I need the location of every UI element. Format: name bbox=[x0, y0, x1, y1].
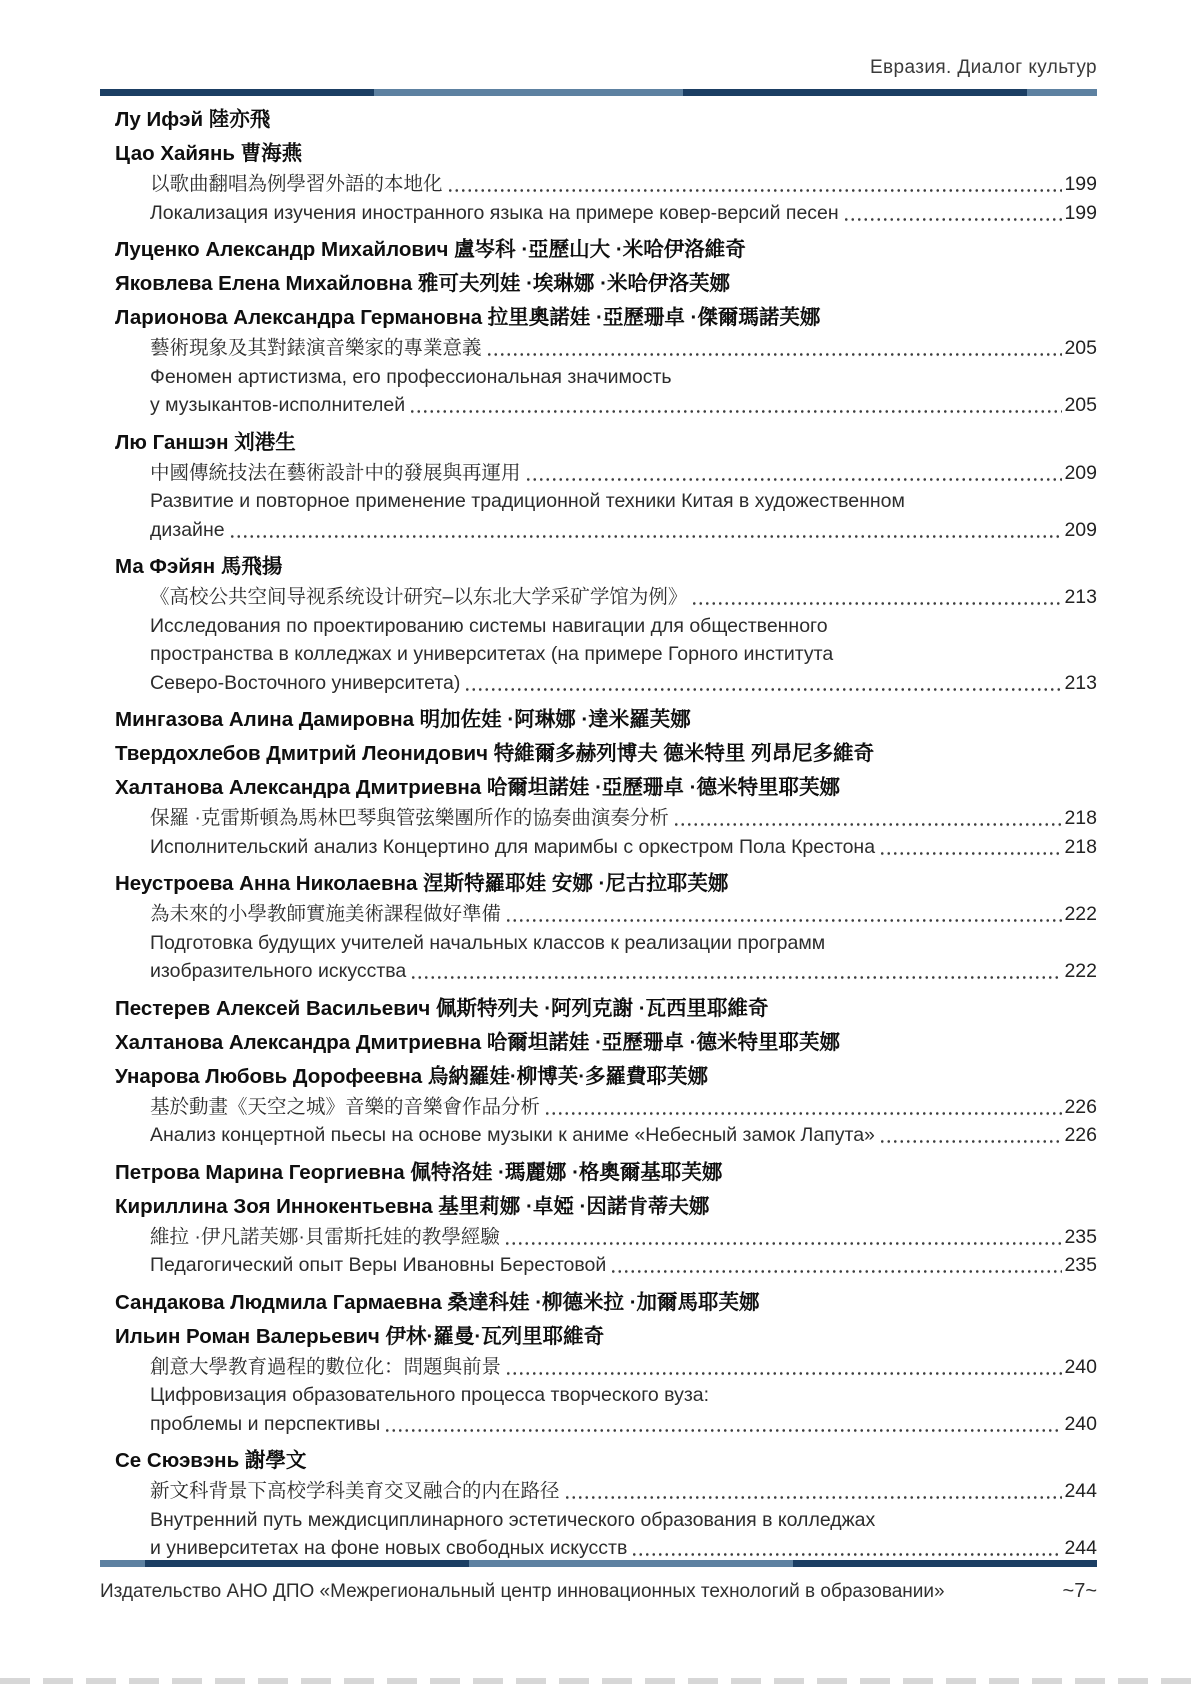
leader-dots bbox=[691, 583, 1062, 612]
toc-entry-line bbox=[150, 1223, 1097, 1252]
toc-entry-title: изобразительного искусства bbox=[150, 960, 407, 982]
author-name: Цао Хайянь 曹海燕 bbox=[115, 142, 303, 165]
leader-dots bbox=[610, 1251, 1062, 1280]
toc-entry-title: 《高校公共空间导视系统设计研究–以东北大学采矿学馆为例》 bbox=[150, 586, 688, 608]
scan-artifact-dashes bbox=[0, 1678, 1191, 1684]
page-number: 222 bbox=[1064, 903, 1097, 925]
author-name: Лу Ифэй 陸亦飛 bbox=[115, 108, 271, 131]
toc-entry-title: Феномен артистизма, его профессиональная значимость bbox=[150, 365, 672, 388]
toc-entry-line bbox=[150, 640, 1097, 669]
page-number: 235 bbox=[1064, 1225, 1097, 1248]
folio-page-number: ~7~ bbox=[1062, 1580, 1097, 1602]
toc-entry-line bbox=[150, 804, 1097, 833]
toc-entry bbox=[150, 1353, 1097, 1439]
leader-dots bbox=[564, 1477, 1063, 1506]
header-rule bbox=[100, 89, 1097, 96]
toc-entry-title: и университетах на фоне новых свободных искусств bbox=[150, 1537, 628, 1559]
toc-entry-line bbox=[150, 1381, 1097, 1410]
publisher-text: Издательство АНО ДПО «Межрегиональный центр инновационных технологий в образовании» bbox=[100, 1581, 945, 1602]
toc-entry-line bbox=[150, 363, 1097, 392]
toc-entry-title: 創意大學教育過程的數位化：問題與前景 bbox=[150, 1355, 502, 1378]
toc-entry-line bbox=[150, 1121, 1097, 1150]
toc-entry-title: 維拉 ·伊凡諾芙娜·貝雷斯托娃的教學經驗 bbox=[150, 1225, 500, 1248]
toc-entry-title: проблемы и перспективы bbox=[150, 1412, 381, 1435]
header-rule-segment-light bbox=[1027, 89, 1097, 96]
page-number: 226 bbox=[1064, 1095, 1097, 1118]
page-number: 226 bbox=[1064, 1124, 1097, 1146]
toc-entry-line bbox=[150, 170, 1097, 199]
toc-entry bbox=[150, 900, 1097, 986]
toc-entry-line bbox=[150, 1534, 1097, 1563]
toc-list bbox=[100, 108, 1097, 1563]
toc-entry-line bbox=[150, 612, 1097, 641]
toc-entry-title: у музыкантов-исполнителей bbox=[150, 394, 406, 416]
toc-entry bbox=[150, 1093, 1097, 1150]
leader-dots bbox=[409, 391, 1062, 420]
toc-entry-line bbox=[150, 957, 1097, 986]
page-number: 209 bbox=[1064, 461, 1097, 484]
footer-rule-segment-dark bbox=[145, 1560, 469, 1567]
toc-entry-line bbox=[150, 334, 1097, 363]
footer-rule bbox=[100, 1560, 1097, 1567]
footer-rule-segment-dark bbox=[793, 1560, 1097, 1567]
toc-entry-title: Анализ концертной пьесы на основе музыки к аниме «Небесный замок Лапута» bbox=[150, 1124, 875, 1146]
toc-entry bbox=[150, 334, 1097, 420]
leader-dots bbox=[486, 334, 1063, 363]
leader-dots bbox=[879, 1121, 1063, 1150]
toc-entry bbox=[150, 1223, 1097, 1280]
page-footer bbox=[100, 1560, 1097, 1603]
toc-entry-line bbox=[150, 1093, 1097, 1122]
toc-entry-title: 藝術現象及其對錶演音樂家的專業意義 bbox=[150, 337, 482, 359]
toc-entry-title: 中國傳統技法在藝術設計中的發展與再運用 bbox=[150, 461, 521, 484]
footer-rule-segment-light bbox=[469, 1560, 793, 1567]
page-number: 218 bbox=[1064, 835, 1097, 858]
page-number: 205 bbox=[1064, 337, 1097, 359]
author-name: Халтанова Александра Дмитриевна 哈爾坦諾娃 ·亞歷珊卓 ·德米特里耶芙娜 bbox=[115, 776, 840, 799]
toc-entry-title: Подготовка будущих учителей начальных классов к реализации программ bbox=[150, 931, 826, 954]
header-rule-segment-dark bbox=[100, 89, 374, 96]
author-name: Луценко Александр Михайлович 盧岑科 ·亞歷山大 ·米哈伊洛維奇 bbox=[115, 238, 746, 261]
page-number: 199 bbox=[1064, 201, 1097, 224]
page-number: 205 bbox=[1064, 394, 1097, 416]
author-name: Твердохлебов Дмитрий Леонидович 特維爾多赫列博夫 德米特里 列昂尼多維奇 bbox=[115, 742, 875, 765]
toc-entry-title: Исследования по проектированию системы навигации для общественного bbox=[150, 614, 828, 637]
author-name: Се Сюэвэнь 謝學文 bbox=[115, 1449, 307, 1472]
page-number: 240 bbox=[1064, 1412, 1097, 1435]
author-name: Ильин Роман Валерьевич 伊林·羅曼·瓦列里耶維奇 bbox=[115, 1324, 605, 1348]
author-name: Кириллина Зоя Иннокентьевна 基里莉娜 ·卓婭 ·因諾肯蒂夫娜 bbox=[115, 1194, 710, 1218]
footer-rule-segment-light bbox=[100, 1560, 145, 1567]
page-number: 213 bbox=[1064, 671, 1097, 694]
toc-entry-title: Исполнительский анализ Концертино для маримбы с оркестром Пола Крестона bbox=[150, 835, 876, 858]
page-number: 213 bbox=[1064, 586, 1097, 608]
author-name: Сандакова Людмила Гармаевна 桑達科娃 ·柳德米拉 ·加爾馬耶芙娜 bbox=[115, 1290, 760, 1314]
leader-dots bbox=[447, 170, 1063, 199]
leader-dots bbox=[673, 804, 1063, 833]
author-name: Унарова Любовь Дорофеевна 烏納羅娃·柳博芙·多羅費耶芙娜 bbox=[115, 1064, 709, 1088]
leader-dots bbox=[505, 900, 1062, 929]
toc-entry bbox=[150, 804, 1097, 861]
toc-entry-title: Северо-Восточного университета) bbox=[150, 671, 461, 694]
page-number: 218 bbox=[1064, 807, 1097, 829]
toc-entry-line bbox=[150, 391, 1097, 420]
page-number: 240 bbox=[1064, 1355, 1097, 1378]
toc-entry-title: Внутренний путь междисциплинарного эстетического образования в колледжах bbox=[150, 1508, 876, 1531]
leader-dots bbox=[504, 1223, 1063, 1252]
toc-entry-title: Педагогический опыт Веры Ивановны Берестовой bbox=[150, 1254, 607, 1276]
leader-dots bbox=[384, 1410, 1062, 1439]
toc-entry-line bbox=[150, 1477, 1097, 1506]
header-rule-segment-dark bbox=[683, 89, 1027, 96]
leader-dots bbox=[544, 1093, 1062, 1122]
toc-entry-title: 以歌曲翻唱為例學習外語的本地化 bbox=[150, 173, 443, 195]
author-name: Лю Ганшэн 刘港生 bbox=[115, 430, 296, 454]
toc-entry-line bbox=[150, 583, 1097, 612]
toc-entry bbox=[150, 459, 1097, 545]
journal-title: Евразия. Диалог культур bbox=[869, 57, 1097, 78]
footer-row bbox=[100, 1580, 1097, 1603]
toc-entry bbox=[150, 583, 1097, 697]
author-name: Пестерев Алексей Васильевич 佩斯特列夫 ·阿列克謝 ·瓦西里耶維奇 bbox=[115, 996, 769, 1020]
toc-entry bbox=[150, 170, 1097, 227]
toc-entry-line bbox=[150, 900, 1097, 929]
toc-entry-line bbox=[150, 1506, 1097, 1535]
author-name: Ларионова Александра Германовна 拉里奧諾娃 ·亞歷珊卓 ·傑爾瑪諾芙娜 bbox=[115, 306, 821, 329]
toc-entry-title: 為未來的小學教師實施美術課程做好準備 bbox=[150, 903, 502, 925]
author-name: Неустроева Анна Николаевна 涅斯特羅耶娃 安娜 ·尼古拉耶芙娜 bbox=[115, 872, 729, 895]
toc-entry-line bbox=[150, 516, 1097, 545]
toc-entry-line bbox=[150, 929, 1097, 958]
leader-dots bbox=[410, 957, 1062, 986]
page-number: 209 bbox=[1064, 518, 1097, 541]
toc-entry-title: 保羅 ·克雷斯頓為馬林巴琴與管弦樂團所作的協奏曲演奏分析 bbox=[150, 807, 669, 829]
toc-entry-title: Цифровизация образовательного процесса творческого вуза: bbox=[150, 1384, 710, 1406]
page-number: 235 bbox=[1064, 1254, 1097, 1276]
toc-entry-line bbox=[150, 459, 1097, 488]
author-name: Мингазова Алина Дамировна 明加佐娃 ·阿琳娜 ·達米羅芙娜 bbox=[115, 708, 691, 731]
toc-entry-line bbox=[150, 1410, 1097, 1439]
author-name: Яковлева Елена Михайловна 雅可夫列娃 ·埃琳娜 ·米哈伊洛芙娜 bbox=[115, 272, 730, 295]
toc-entry-title: 基於動畫《天空之城》音樂的音樂會作品分析 bbox=[150, 1095, 541, 1118]
toc-entry-line bbox=[150, 1353, 1097, 1382]
toc-entry-title: дизайне bbox=[150, 518, 225, 541]
toc-entry-title: 新文科背景下高校学科美育交叉融合的内在路径 bbox=[150, 1480, 560, 1502]
header-rule-segment-light bbox=[374, 89, 683, 96]
page-number: 244 bbox=[1064, 1480, 1097, 1502]
toc-entry-title: Развитие и повторное применение традиционной техники Китая в художественном bbox=[150, 490, 905, 512]
page-number: 244 bbox=[1064, 1537, 1097, 1559]
leader-dots bbox=[505, 1353, 1062, 1382]
toc-entry-line bbox=[150, 199, 1097, 228]
leader-dots bbox=[525, 459, 1063, 488]
toc-entry-line bbox=[150, 833, 1097, 862]
toc-entry-title: пространства в колледжах и университетах (на примере Горного института bbox=[150, 643, 834, 665]
toc-entry-line bbox=[150, 487, 1097, 516]
page-number: 199 bbox=[1064, 173, 1097, 195]
toc-entry bbox=[150, 1477, 1097, 1563]
leader-dots bbox=[843, 199, 1063, 228]
leader-dots bbox=[879, 833, 1062, 862]
toc-entry-line bbox=[150, 669, 1097, 698]
leader-dots bbox=[229, 516, 1063, 545]
page-number: 222 bbox=[1064, 960, 1097, 982]
leader-dots bbox=[464, 669, 1062, 698]
author-name: Ма Фэйян 馬飛揚 bbox=[115, 555, 283, 578]
leader-dots bbox=[631, 1534, 1062, 1563]
toc-entry-line bbox=[150, 1251, 1097, 1280]
author-name: Халтанова Александра Дмитриевна 哈爾坦諾娃 ·亞歷珊卓 ·德米特里耶芙娜 bbox=[115, 1030, 840, 1054]
toc-entry-title: Локализация изучения иностранного языка на примере ковер-версий песен bbox=[150, 201, 839, 224]
author-name: Петрова Марина Георгиевна 佩特洛娃 ·瑪麗娜 ·格奧爾基耶芙娜 bbox=[115, 1160, 723, 1184]
